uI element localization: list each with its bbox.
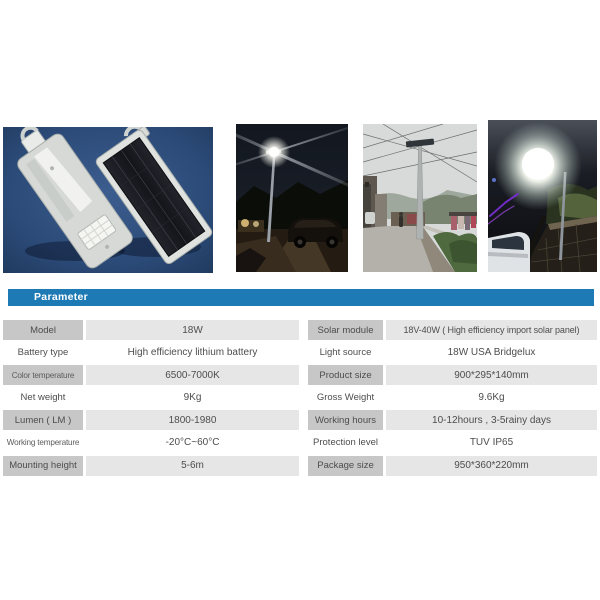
spec-value: -20°C~60°C — [165, 437, 220, 449]
spec-label: Working temperature — [6, 438, 80, 448]
spec-label: Package size — [308, 456, 383, 476]
product-photo — [3, 127, 213, 273]
spec-value: 18W — [86, 320, 299, 340]
night-photo-wall — [488, 120, 597, 272]
spec-label: Light source — [319, 347, 372, 359]
spec-value: High efficiency lithium battery — [127, 347, 258, 359]
spec-label: Protection level — [313, 437, 378, 449]
day-photo-village — [363, 124, 477, 272]
spec-label: Net weight — [20, 392, 66, 404]
spec-value: 5-6m — [86, 456, 299, 476]
spec-value: TUV IP65 — [469, 437, 514, 449]
night-photo-car — [236, 124, 348, 272]
spec-label: Gross Weight — [316, 392, 375, 404]
spec-label: Working hours — [308, 410, 383, 430]
spec-label: Color temperature — [3, 365, 83, 385]
spec-value: 6500-7000K — [86, 365, 299, 385]
spec-table-left — [3, 320, 299, 476]
spec-value: 9.6Kg — [478, 392, 505, 404]
spec-label: Solar module — [308, 320, 383, 340]
white-car-icon — [488, 232, 530, 272]
spec-value: 9Kg — [183, 392, 202, 404]
spec-value: 18W USA Bridgelux — [447, 347, 536, 359]
spec-value: 950*360*220mm — [386, 456, 597, 476]
spec-table-right — [308, 320, 597, 476]
spec-value: 900*295*140mm — [386, 365, 597, 385]
spec-value: 18V-40W ( High efficiency import solar panel) — [386, 320, 597, 340]
spec-label: Product size — [308, 365, 383, 385]
parameter-section-header: Parameter — [8, 289, 594, 306]
spec-label: Battery type — [17, 347, 69, 359]
spec-label: Mounting height — [3, 456, 83, 476]
hanging-clothes-icon — [449, 212, 477, 230]
spec-label: Lumen ( LM ) — [3, 410, 83, 430]
spec-label: Model — [3, 320, 83, 340]
spec-value: 1800-1980 — [86, 410, 299, 430]
spec-value: 10-12hours , 3-5rainy days — [386, 410, 597, 430]
